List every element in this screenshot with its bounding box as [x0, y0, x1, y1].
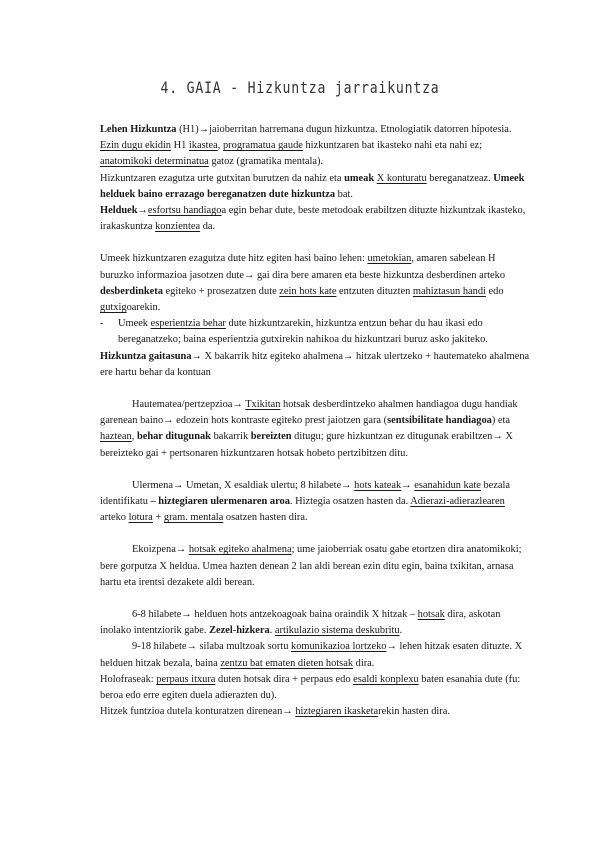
bullet-item: - Umeek esperientzia behar dute hizkuntzarekin, hizkuntza entzun behar du hau ikasi edo bereganatzeko; baina esperientzia gutxirekin nahikoa du hizkuntzari buruz asko jakiteko.	[100, 316, 532, 348]
underlined-phrase: zentzu bat ematen dieten hotsak	[220, 657, 354, 669]
underlined-phrase: hotsak egiteko ahalmena	[188, 544, 292, 556]
underlined-phrase: gutxig	[100, 302, 127, 314]
paragraph-lehen-hizkuntza: Lehen Hizkuntza (H1)→jaioberritan harremana dugun hizkuntza. Etnologiatik datorren hipotesia. Ezin dugu ekidin H1 ikastea, programatua gaude hizkuntzaren bat ikasteko nahi eta nahi ez; anatomikoki determinatua gatoz (gramatika mentala).	[100, 124, 512, 168]
underlined-phrase: esfortsu handiago	[147, 205, 222, 217]
paragraph-helduek: Helduek→esfortsu handiagoa egin behar dute, beste metodoak erabiltzen dituzte hizkuntzak ikasteko, irakaskuntza konzientea da.	[100, 205, 526, 233]
underlined-phrase: Ezin dugu ekidin	[100, 140, 171, 152]
underlined-phrase: hiztegiaren ikasketa	[295, 706, 379, 718]
underlined-phrase: hots kateak	[354, 479, 402, 491]
term-lehen-hizkuntza: Lehen Hizkuntza	[100, 124, 177, 135]
paragraph-ulermena: Ulermena→ Umetan, X esaldiak ulertu; 8 hilabete→ hots kateak→ esanahidun kate bezala identifikatu – hiztegiaren ulermenaren aroa. Hiztegia osatzen hasten da. Adierazi-adierazlearen arteko lotura + gram. mentala osatzen hasten dira.	[100, 479, 511, 524]
paragraph-hautematea: Hautematea/pertzepzioa→ Txikitan hotsak desberdintzeko ahalmen handiagoa dugu handiak garenean baino→ edozein hots kontraste egiteko prest jaiotzen gara (sentsibilitate handiagoa) eta haztean, behar ditugunak bakarrik bereizten ditugu; gure hizkuntzan ez ditugunak erabiltzen→ X bereizteko gai + pertsonaren hizkuntzaren hotsak hobeto pertzibitzen ditu.	[100, 399, 518, 459]
document-body	[100, 122, 532, 721]
underlined-phrase: Txikitan	[245, 399, 281, 411]
underlined-phrase: X konturatu	[376, 172, 427, 184]
underlined-phrase: hotsak	[417, 609, 445, 621]
underlined-phrase: anatomikoki determinatua	[100, 156, 209, 168]
underlined-phrase: ikastea	[188, 140, 218, 152]
bullet-dash: -	[100, 318, 104, 330]
underlined-phrase: gram. mentala	[163, 512, 224, 524]
underlined-phrase: umetokian	[367, 253, 412, 265]
paragraph-9-18-hilabete: 9-18 hilabete→ silaba multzoak sortu komunikazioa lortzeko→ lehen hitzak esaten dituzte. X helduen hitzak bezala, baina zentzu bat ematen dieten hotsak dira.	[100, 641, 523, 669]
underlined-phrase: haztean	[100, 431, 132, 443]
paragraph-umetokian: Umeek hizkuntzaren ezagutza dute hitz egiten hasi baino lehen: umetokian, amaren sabelean H buruzko informazioa jasotzen dute→ gai dira bere amaren eta beste hizkuntza desberdinen arteko desberdinketa egiteko + prosezatzen dute zein hots kate entzuten dituzten mahiztasun handi edo gutxigoarekin.	[100, 253, 506, 314]
underlined-phrase: Adierazi-adierazlearen	[410, 496, 505, 508]
underlined-phrase: programatua gaude	[222, 140, 303, 152]
underlined-phrase: esperientzia behar	[150, 318, 226, 330]
underlined-phrase: perpaus itxura	[156, 673, 216, 685]
underlined-phrase: lotura	[128, 512, 153, 524]
underlined-phrase: konzientea	[155, 221, 201, 233]
paragraph-ekoizpena: Ekoizpena→ hotsak egiteko ahalmena; ume jaioberriak osatu gabe etortzen dira anatomikoki; bere gorputza X heldua. Umea hazten denean 2 lan aldi berean ezin ditu egin, baina txikitan, arnasa hartu eta irentsi dezakete aldi berean.	[100, 544, 522, 588]
paragraph-gaitasuna: Hizkuntza gaitasuna→ X bakarrik hitz egiteko ahalmena→ hitzak ulertzeko + hautemateko ahalmena ere hartu behar da kontuan	[100, 350, 530, 378]
page-title: 4. GAIA - Hizkuntza jarraikuntza	[160, 78, 440, 97]
paragraph-ezagutza: Hizkuntzaren ezagutza urte gutxitan burutzen da nahiz eta umeak X konturatu bereganatzeaz. Umeek helduek baino errazago bereganatzen dute hizkuntza bat.	[100, 172, 525, 200]
underlined-phrase: komunikazioa lortzeko	[291, 641, 387, 653]
paragraph-6-8-hilabete: 6-8 hilabete→ helduen hots antzekoagoak baina oraindik X hitzak – hotsak dira, askotan inolako intentziorik gabe. Zezel-hizkera. artikulazio sistema deskubritu.	[100, 609, 501, 637]
underlined-phrase: mahiztasun handi	[412, 285, 486, 297]
paragraph-hitzek: Hitzek funtzioa dutela konturatzen direnean→ hiztegiaren ikasketarekin hasten dira.	[100, 706, 450, 718]
underlined-phrase: esaldi konplexu	[353, 673, 419, 685]
underlined-phrase: esanahidun kate	[414, 479, 481, 491]
paragraph-holofraseak: Holofraseak: perpaus itxura duten hotsak dira + perpaus edo esaldi konplexu baten esanahia dute (fu: beroa edo erre egiten duela adierazten du).	[100, 673, 521, 702]
underlined-phrase: artikulazio sistema deskubritu	[274, 625, 400, 637]
underlined-phrase: zein hots kate	[279, 285, 337, 297]
